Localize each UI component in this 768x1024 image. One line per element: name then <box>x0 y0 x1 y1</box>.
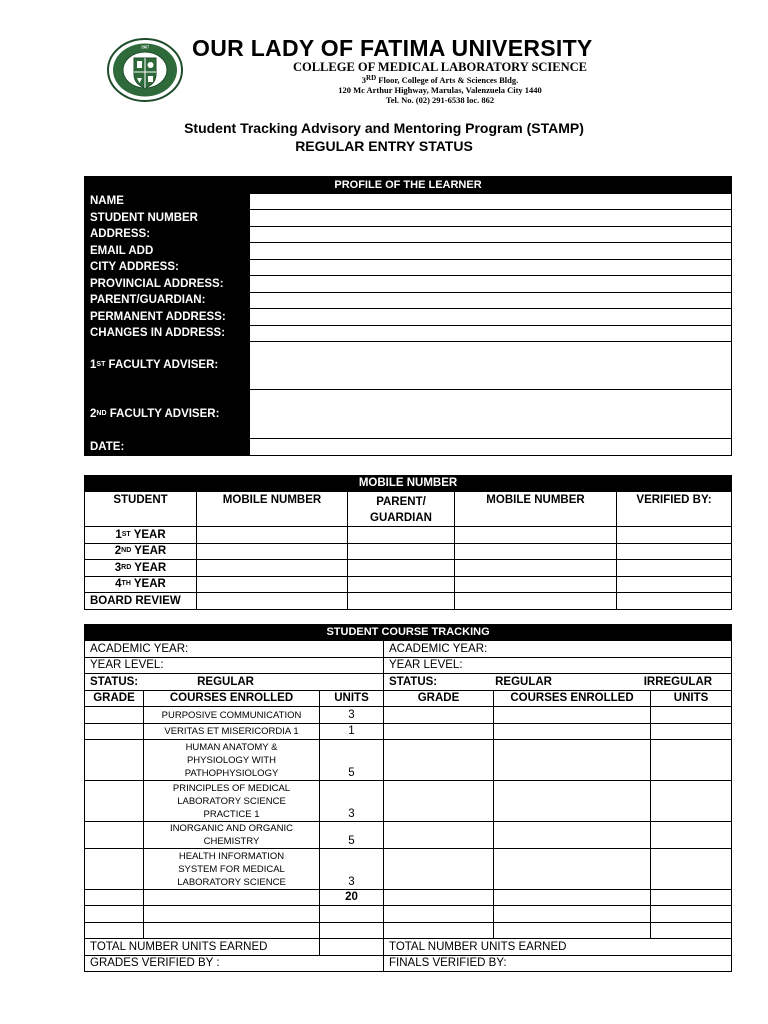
col-courses-right: COURSES ENROLLED <box>494 691 651 707</box>
cell[interactable] <box>617 593 732 610</box>
cell[interactable] <box>651 724 732 740</box>
cell[interactable] <box>320 906 384 923</box>
course-units: 1 <box>320 724 384 740</box>
cell[interactable] <box>651 822 732 849</box>
label-city-address: CITY ADDRESS: <box>85 260 250 276</box>
label-student-number: STUDENT NUMBER <box>85 210 250 227</box>
col-units-left: UNITS <box>320 691 384 707</box>
telephone-line: Tel. No. (02) 291-6538 loc. 862 <box>385 95 495 105</box>
cell[interactable] <box>384 890 494 906</box>
table-row <box>85 906 732 923</box>
status-right: STATUS: REGULAR IRREGULAR <box>384 674 732 691</box>
field-address[interactable] <box>250 227 732 243</box>
table-row <box>85 822 732 849</box>
field-provincial-address[interactable] <box>250 276 732 293</box>
profile-heading: PROFILE OF THE LEARNER <box>85 177 732 194</box>
table-row <box>85 707 732 724</box>
col-grade-left: GRADE <box>85 691 144 707</box>
grade-cell[interactable] <box>85 781 144 822</box>
profile-table <box>84 176 732 456</box>
label-faculty-adviser-1: 1ST FACULTY ADVISER: <box>85 342 250 390</box>
cell[interactable] <box>197 527 348 544</box>
document-subtitle: REGULAR ENTRY STATUS <box>295 138 473 154</box>
grade-cell[interactable] <box>85 724 144 740</box>
address-line-2: 120 Mc Arthur Highway, Marulas, Valenzuela City 1440 <box>338 85 542 95</box>
row-year-1: 1ST YEAR <box>85 527 197 544</box>
cell[interactable] <box>494 724 651 740</box>
field-city-address[interactable] <box>250 260 732 276</box>
cell[interactable] <box>384 724 494 740</box>
cell[interactable] <box>494 923 651 939</box>
cell[interactable] <box>617 560 732 577</box>
row-year-3: 3RD YEAR <box>85 560 197 577</box>
row-board-review: BOARD REVIEW <box>85 593 197 610</box>
total-units-earned-right: TOTAL NUMBER UNITS EARNED <box>384 939 732 956</box>
table-row <box>85 781 732 822</box>
cell[interactable] <box>348 527 455 544</box>
grade-cell[interactable] <box>85 707 144 724</box>
status-irregular-right: IRREGULAR <box>643 675 713 688</box>
field-permanent-address[interactable] <box>250 309 732 326</box>
col-mobile-number: MOBILE NUMBER <box>197 492 348 527</box>
table-row <box>85 724 732 740</box>
col-grade-right: GRADE <box>384 691 494 707</box>
cell[interactable] <box>617 544 732 560</box>
total-units-value: 20 <box>320 890 384 906</box>
cell[interactable] <box>384 906 494 923</box>
course-name: PRINCIPLES OF MEDICAL LABORATORY SCIENCE PRACTICE 1 <box>144 781 320 822</box>
cell[interactable] <box>651 906 732 923</box>
cell[interactable] <box>144 890 320 906</box>
cell[interactable] <box>651 923 732 939</box>
grade-cell[interactable] <box>85 890 144 906</box>
cell[interactable] <box>384 781 494 822</box>
finals-verified-by[interactable]: FINALS VERIFIED BY: <box>384 956 732 972</box>
course-tracking-table <box>84 624 732 972</box>
course-name: HUMAN ANATOMY & PHYSIOLOGY WITH PATHOPHYSIOLOGY <box>144 740 320 781</box>
cell[interactable] <box>455 593 617 610</box>
svg-text:1967: 1967 <box>141 44 149 50</box>
total-units-earned-left-value[interactable] <box>320 939 384 956</box>
row-year-4: 4TH YEAR <box>85 577 197 593</box>
col-courses-left: COURSES ENROLLED <box>144 691 320 707</box>
cell[interactable] <box>494 849 651 890</box>
cell[interactable] <box>651 707 732 724</box>
field-email[interactable] <box>250 243 732 260</box>
cell[interactable] <box>494 707 651 724</box>
grade-cell[interactable] <box>85 822 144 849</box>
cell[interactable] <box>384 822 494 849</box>
cell[interactable] <box>85 923 144 939</box>
field-parent-guardian[interactable] <box>250 293 732 309</box>
label-parent-guardian: PARENT/GUARDIAN: <box>85 293 250 309</box>
cell[interactable] <box>348 577 455 593</box>
grade-cell[interactable] <box>85 849 144 890</box>
cell[interactable] <box>494 822 651 849</box>
cell[interactable] <box>348 593 455 610</box>
cell[interactable] <box>197 593 348 610</box>
cell[interactable] <box>651 740 732 781</box>
status-regular-left: REGULAR <box>197 675 254 688</box>
table-row <box>85 923 732 939</box>
status-regular-right: REGULAR <box>495 675 552 688</box>
cell[interactable] <box>320 923 384 939</box>
label-date: DATE: <box>85 439 250 456</box>
cell[interactable] <box>494 906 651 923</box>
cell[interactable] <box>455 544 617 560</box>
cell[interactable] <box>455 527 617 544</box>
field-name[interactable] <box>250 194 732 210</box>
mobile-number-table <box>84 475 732 610</box>
label-name: NAME <box>85 194 250 210</box>
academic-year-right[interactable]: ACADEMIC YEAR: <box>384 641 732 658</box>
col-parent-guardian: PARENT/ GUARDIAN <box>348 492 455 527</box>
cell[interactable] <box>617 577 732 593</box>
field-date[interactable] <box>250 439 732 456</box>
cell[interactable] <box>197 577 348 593</box>
field-changes-address[interactable] <box>250 326 732 342</box>
cell[interactable] <box>617 527 732 544</box>
university-name: OUR LADY OF FATIMA UNIVERSITY <box>192 35 593 61</box>
cell[interactable] <box>494 890 651 906</box>
cell[interactable] <box>197 544 348 560</box>
course-units: 5 <box>320 740 384 781</box>
grade-cell[interactable] <box>85 740 144 781</box>
cell[interactable] <box>651 890 732 906</box>
col-mobile-number-2: MOBILE NUMBER <box>455 492 617 527</box>
field-faculty-adviser-2[interactable] <box>250 390 732 439</box>
tracking-heading: STUDENT COURSE TRACKING <box>85 625 732 641</box>
label-address: ADDRESS: <box>85 227 250 243</box>
document-title: Student Tracking Advisory and Mentoring Program (STAMP) <box>184 120 584 136</box>
label-changes-address: CHANGES IN ADDRESS: <box>85 326 250 342</box>
field-student-number[interactable] <box>250 210 732 227</box>
label-email: EMAIL ADD <box>85 243 250 260</box>
label-permanent-address: PERMANENT ADDRESS: <box>85 309 250 326</box>
status-left: STATUS: REGULAR <box>85 674 384 691</box>
cell[interactable] <box>197 560 348 577</box>
cell[interactable] <box>455 560 617 577</box>
col-units-right: UNITS <box>651 691 732 707</box>
year-level-right[interactable]: YEAR LEVEL: <box>384 658 732 674</box>
total-units-earned-left: TOTAL NUMBER UNITS EARNED <box>85 939 320 956</box>
academic-year-left[interactable]: ACADEMIC YEAR: <box>85 641 384 658</box>
cell[interactable] <box>651 849 732 890</box>
cell[interactable] <box>384 923 494 939</box>
cell[interactable] <box>144 923 320 939</box>
label-provincial-address: PROVINCIAL ADDRESS: <box>85 276 250 293</box>
college-name: COLLEGE OF MEDICAL LABORATORY SCIENCE <box>292 60 588 74</box>
cell[interactable] <box>85 906 144 923</box>
label-faculty-adviser-2: 2ND FACULTY ADVISER: <box>85 390 250 439</box>
table-row <box>85 890 732 906</box>
cell[interactable] <box>384 740 494 781</box>
row-year-2: 2ND YEAR <box>85 544 197 560</box>
course-units: 3 <box>320 707 384 724</box>
course-name: INORGANIC AND ORGANIC CHEMISTRY <box>144 822 320 849</box>
cell[interactable] <box>651 781 732 822</box>
cell[interactable] <box>144 906 320 923</box>
cell[interactable] <box>494 781 651 822</box>
field-faculty-adviser-1[interactable] <box>250 342 732 390</box>
course-name: PURPOSIVE COMMUNICATION <box>144 707 320 724</box>
grades-verified-by[interactable]: GRADES VERIFIED BY : <box>85 956 384 972</box>
cell[interactable] <box>348 560 455 577</box>
course-units: 3 <box>320 849 384 890</box>
cell[interactable] <box>494 740 651 781</box>
col-verified-by: VERIFIED BY: <box>617 492 732 527</box>
address-line-1: 3RD Floor, College of Arts & Sciences Bldg. <box>361 74 519 85</box>
mobile-heading: MOBILE NUMBER <box>85 476 732 492</box>
cell[interactable] <box>455 577 617 593</box>
course-units: 5 <box>320 822 384 849</box>
col-student: STUDENT <box>85 492 197 527</box>
cell[interactable] <box>348 544 455 560</box>
table-row <box>85 849 732 890</box>
cell[interactable] <box>384 849 494 890</box>
course-name: VERITAS ET MISERICORDIA 1 <box>144 724 320 740</box>
university-seal <box>106 38 184 102</box>
course-name: HEALTH INFORMATION SYSTEM FOR MEDICAL LABORATORY SCIENCE <box>144 849 320 890</box>
cell[interactable] <box>384 707 494 724</box>
course-units: 3 <box>320 781 384 822</box>
table-row <box>85 740 732 781</box>
year-level-left[interactable]: YEAR LEVEL: <box>85 658 384 674</box>
